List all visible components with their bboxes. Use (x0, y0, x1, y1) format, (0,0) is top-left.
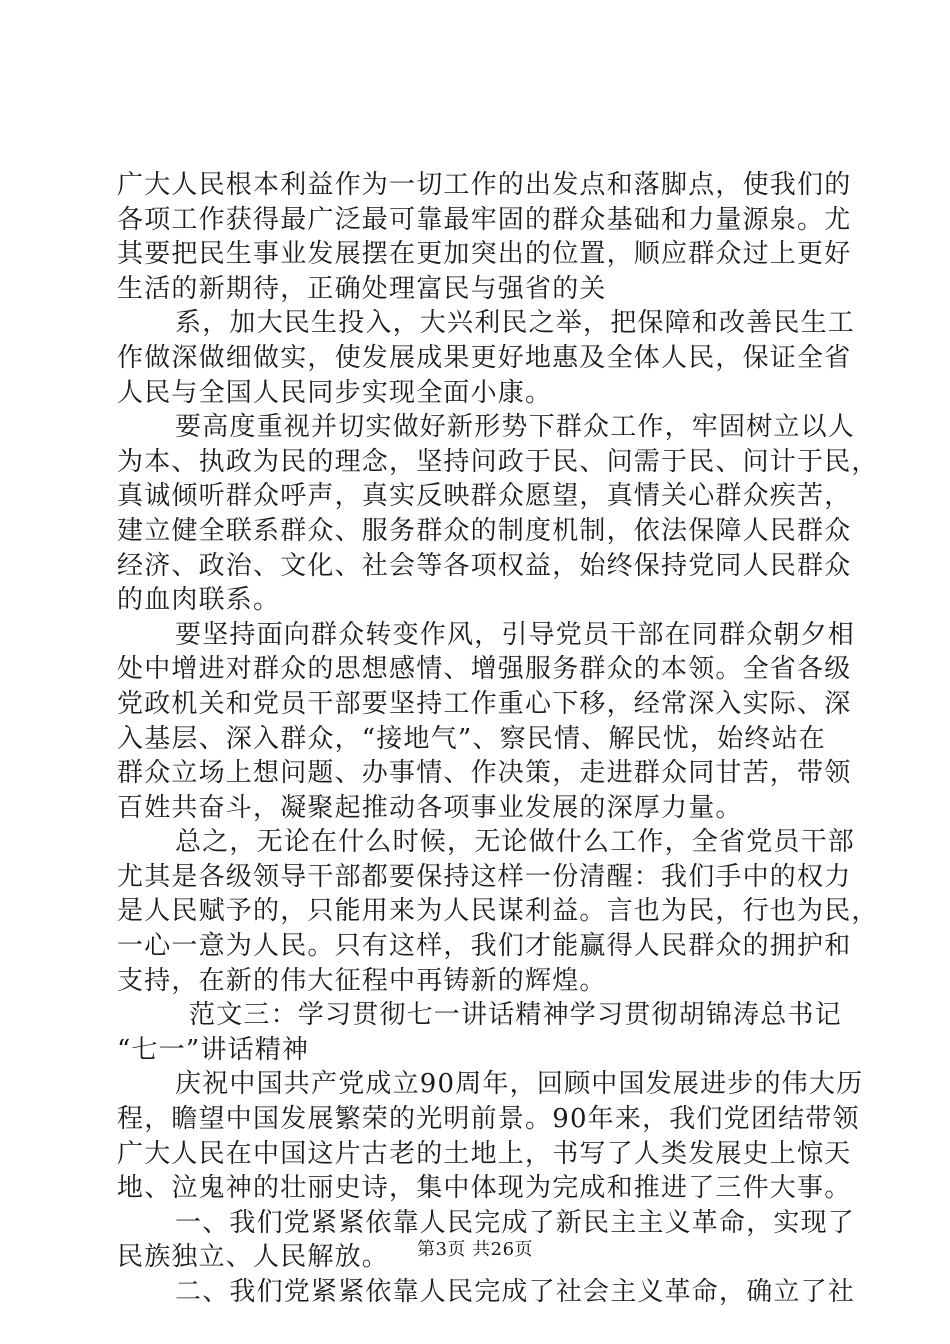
text-line: 支持，在新的伟大征程中再铸新的辉煌。 (117, 965, 607, 996)
text-line: 其要把民生事业发展摆在更加突出的位置，顺应群众过上更好 (117, 239, 852, 270)
text-line: 总之，无论在什么时候，无论做什么工作，全省党员干部 (175, 827, 856, 858)
text-line: 为本、执政为民的理念，坚持问政于民、问需于民、问计于民， (117, 446, 879, 477)
text-line: 建立健全联系群众、服务群众的制度机制，依法保障人民群众 (117, 515, 852, 546)
text-line: 二、我们党紧紧依靠人民完成了社会主义革命，确立了社 (175, 1277, 856, 1307)
text-line: 生活的新期待，正确处理富民与强省的关 (117, 273, 607, 304)
text-line: 一心一意为人民。只有这样，我们才能赢得人民群众的拥护和 (117, 931, 852, 962)
text-line: 一、我们党紧紧依靠人民完成了新民主主义革命，实现了 (175, 1207, 856, 1238)
text-line: 广大人民根本利益作为一切工作的出发点和落脚点，使我们的 (117, 170, 852, 200)
text-line: 入基层、深入群众，“接地气”、察民情、解民忧，始终站在 (117, 723, 826, 754)
text-line: 人民与全国人民同步实现全面小康。 (117, 377, 553, 408)
text-line: 要坚持面向群众转变作风，引导党员干部在同群众朝夕相 (175, 619, 856, 650)
text-line: 的血肉联系。 (117, 585, 281, 616)
text-line: 作做深做细做实，使发展成果更好地惠及全体人民，保证全省 (117, 342, 852, 373)
text-line: 尤其是各级领导干部都要保持这样一份清醒：我们手中的权力 (117, 861, 852, 892)
text-line: 要高度重视并切实做好新形势下群众工作，牢固树立以人 (175, 412, 856, 443)
text-line: 广大人民在中国这片古老的土地上，书写了人类发展史上惊天 (117, 1138, 852, 1169)
text-line: 是人民赋予的，只能用来为人民谋利益。言也为民，行也为民， (117, 896, 879, 927)
text-line: “七一”讲话精神 (117, 1034, 310, 1065)
text-line: 群众立场上想问题、办事情、作决策，走进群众同甘苦，带领 (117, 758, 852, 789)
text-line: 地、泣鬼神的壮丽史诗，集中体现为完成和推进了三件大事。 (117, 1173, 852, 1204)
text-line: 民族独立、人民解放。 (117, 1242, 390, 1273)
page-footer: 第3页 共26页 (416, 1239, 534, 1260)
section-heading-line: 范文三：学习贯彻七一讲话精神学习贯彻胡锦涛总书记 (189, 1000, 842, 1031)
text-line: 经济、政治、文化、社会等各项权益，始终保持党同人民群众 (117, 550, 852, 581)
text-line: 庆祝中国共产党成立90周年，回顾中国发展进步的伟大历 (175, 1069, 864, 1100)
text-line: 程，瞻望中国发展繁荣的光明前景。90年来，我们党团结带领 (117, 1104, 860, 1135)
text-line: 各项工作获得最广泛最可靠最牢固的群众基础和力量源泉。尤 (117, 204, 852, 235)
text-line: 系，加大民生投入，大兴利民之举，把保障和改善民生工 (175, 308, 856, 339)
document-body (117, 168, 879, 1310)
text-line: 百姓共奋斗，凝聚起推动各项事业发展的深厚力量。 (117, 792, 743, 823)
text-line: 处中增进对群众的思想感情、增强服务群众的本领。全省各级 (117, 654, 852, 685)
text-line: 真诚倾听群众呼声，真实反映群众愿望，真情关心群众疾苦， (117, 481, 852, 512)
text-line: 党政机关和党员干部要坚持工作重心下移，经常深入实际、深 (117, 688, 852, 719)
